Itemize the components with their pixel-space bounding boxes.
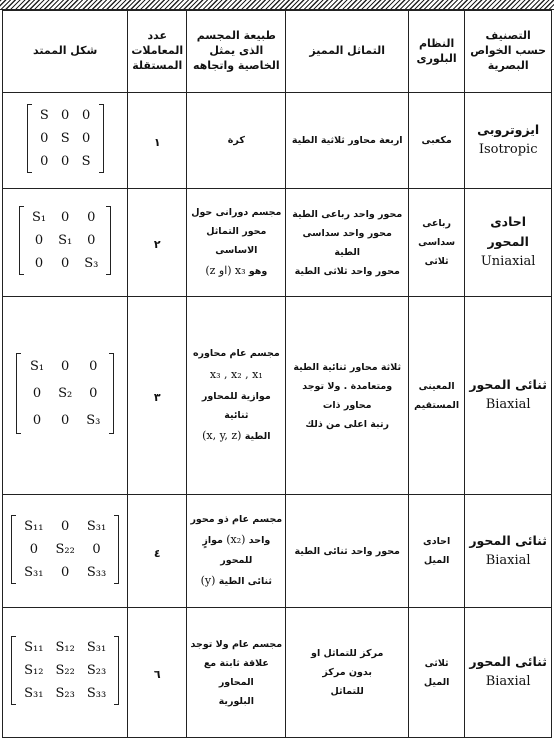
symmetry-cell: [286, 189, 408, 297]
symmetry-text: محور واحد سداسى الطية: [302, 227, 392, 258]
body-text-part: ثنائى الطية: [218, 576, 272, 587]
header-tensor-form: شكل الممتد: [3, 11, 128, 93]
matrix-entry: 0: [81, 108, 91, 123]
matrix-entry: 0: [61, 108, 70, 123]
matrix-entry: S₃₃: [86, 686, 107, 701]
symmetry-text: بدون مركز: [322, 667, 372, 678]
body-text: موازية للمحاور ثنائية: [201, 390, 271, 421]
class-arabic: ايزوتروبى: [477, 122, 540, 138]
class-english: Uniaxial: [480, 254, 536, 270]
system-text: المعينى: [418, 380, 455, 392]
matrix-entry: 0: [29, 541, 38, 557]
matrix-entry: 0: [87, 233, 96, 248]
header-body-nature: طبيعة المجسم الذى يمثل الخاصية واتجاهه: [187, 11, 286, 93]
matrix-entry: S₁₁: [24, 518, 44, 534]
matrix-entry: 0: [81, 131, 91, 146]
body-math: (y): [200, 574, 216, 587]
matrix-entry: S₃: [84, 256, 99, 271]
table-row: [3, 297, 552, 495]
body-text-part: وهو: [248, 266, 268, 277]
body-text: محور التماثل الاساسى: [206, 226, 267, 256]
system-text: الميل: [423, 555, 450, 566]
body-text-part: الطية: [244, 430, 271, 442]
symmetry-cell: [286, 297, 408, 495]
symmetry-text: محور واحد ثلاثى الطية: [294, 265, 400, 277]
matrix-entry: S₃₁: [86, 640, 107, 655]
class-cell: [465, 189, 552, 297]
system-text: الميل: [423, 676, 450, 688]
table-row: [3, 608, 552, 738]
body-text: مجسم عام ولا توجد: [190, 638, 283, 650]
class-arabic: ثنائى المحور: [469, 532, 547, 548]
matrix-cell: [3, 297, 128, 495]
symmetry-text: ومتعامدة . ولا توجد محاور ذات: [302, 380, 393, 411]
body-text: [190, 570, 282, 592]
matrix-entry: S₁₁: [24, 640, 44, 655]
body-text-part: واحد: [248, 535, 271, 546]
symmetry-text: رتبة اعلى من ذلك: [305, 418, 389, 430]
body-text: علاقة ثابتة مع المحاور: [203, 657, 269, 688]
body-text: البلورية: [218, 695, 254, 707]
body-cell: [187, 93, 286, 189]
matrix-entry: S₂₂: [55, 663, 75, 678]
system-text: ثلاثى: [424, 256, 449, 267]
matrix-entry: S₃₃: [86, 564, 107, 580]
body-text: [190, 529, 282, 570]
system-cell: [408, 297, 464, 495]
matrix-entry: S₃₁: [24, 564, 44, 580]
class-english: Biaxial: [485, 674, 531, 690]
system-cell: [408, 495, 464, 608]
tensor-matrix: [11, 636, 119, 705]
count-cell: [128, 608, 187, 738]
count-cell: [128, 297, 187, 495]
top-hatch-border: [0, 0, 554, 10]
body-cell: [187, 297, 286, 495]
symmetry-text: ثلاثة محاور ثنائية الطية: [293, 361, 402, 373]
body-math: x₃ , x₂ , x₁: [209, 368, 263, 382]
matrix-cell: [3, 608, 128, 738]
body-math: (x₂): [226, 533, 246, 546]
symmetry-cell: [286, 93, 408, 189]
symmetry-text: للتماثل: [330, 686, 364, 697]
tensor-matrix: [19, 206, 111, 275]
matrix-entry: 0: [61, 518, 70, 534]
table-row: [3, 93, 552, 189]
matrix-cell: [3, 495, 128, 608]
class-arabic: احادى المحور: [487, 214, 529, 250]
matrix-entry: 0: [87, 210, 96, 225]
header-symmetry: التماثل المميز: [286, 11, 408, 93]
class-cell: [465, 495, 552, 608]
header-num-coefficients: عدد المعاملات المستقلة: [128, 11, 187, 93]
system-text: المستقيم: [414, 399, 460, 411]
body-text: مجسم عام محاوره: [192, 348, 280, 360]
coefficient-count: ٢: [153, 238, 161, 251]
symmetry-cell: [286, 608, 408, 738]
matrix-entry: S₃: [86, 413, 101, 428]
system-text: مكعبى: [421, 135, 452, 146]
body-text: مجسم دورانى حول: [191, 207, 282, 218]
symmetry-text: اربعة محاور ثلاثية الطية: [291, 135, 403, 146]
count-cell: [128, 93, 187, 189]
matrix-entry: S₃₁: [86, 518, 107, 534]
system-text: سداسى: [418, 237, 456, 248]
count-cell: [128, 495, 187, 608]
tensor-matrix: [27, 104, 104, 173]
body-math: x₃: [234, 264, 246, 277]
class-cell: [465, 93, 552, 189]
body-text: كرة: [227, 135, 245, 146]
system-cell: [408, 189, 464, 297]
header-classification: التصنيف حسب الخواص البصرية: [465, 11, 552, 93]
body-text-part: موازٍ للمحور: [202, 535, 253, 566]
matrix-entry: 0: [32, 413, 42, 428]
matrix-entry: 0: [89, 359, 98, 374]
symmetry-text: محور واحد ثنائى الطية: [294, 545, 400, 557]
table-row: [3, 495, 552, 608]
symmetry-text: مركز للتماثل او: [311, 648, 384, 659]
system-cell: [408, 93, 464, 189]
matrix-entry: 0: [89, 386, 98, 401]
matrix-entry: S₁: [29, 359, 45, 374]
system-text: رباعى: [422, 218, 451, 229]
body-math: (z او): [205, 264, 232, 277]
matrix-entry: 0: [34, 256, 44, 271]
matrix-entry: S: [39, 108, 49, 123]
system-text: ثلاثى: [424, 657, 449, 669]
matrix-entry: 0: [61, 413, 70, 428]
body-cell: [187, 608, 286, 738]
table-row: [3, 189, 552, 297]
matrix-entry: S₁₂: [24, 663, 44, 678]
body-text: [190, 425, 282, 447]
class-arabic: ثنائى المحور: [469, 377, 547, 393]
matrix-entry: S: [81, 154, 91, 169]
coefficient-count: ٦: [153, 668, 161, 681]
optical-classification-table: [2, 10, 552, 738]
matrix-entry: S₂₂: [55, 541, 75, 557]
tensor-matrix: [11, 515, 119, 584]
system-cell: [408, 608, 464, 738]
matrix-entry: S₁: [58, 233, 73, 248]
matrix-entry: S₂₃: [55, 686, 75, 701]
matrix-entry: 0: [61, 210, 70, 225]
class-cell: [465, 297, 552, 495]
body-math: (x, y, z): [202, 428, 242, 442]
class-cell: [465, 608, 552, 738]
matrix-entry: 0: [61, 256, 70, 271]
matrix-entry: 0: [61, 564, 70, 580]
matrix-cell: [3, 93, 128, 189]
matrix-entry: 0: [61, 154, 70, 169]
count-cell: [128, 189, 187, 297]
body-text: [190, 260, 282, 282]
header-crystal-system: النظام البلورى: [408, 11, 464, 93]
tensor-matrix: [16, 353, 114, 434]
matrix-entry: S: [60, 131, 70, 146]
matrix-entry: S₃₁: [24, 686, 44, 701]
body-text: مجسم عام ذو محور: [190, 514, 283, 525]
symmetry-text: محور واحد رباعى الطية: [292, 208, 403, 220]
system-text: احادى: [422, 536, 451, 547]
coefficient-count: ١: [153, 136, 161, 149]
class-arabic: ثنائى المحور: [469, 654, 547, 670]
matrix-entry: 0: [40, 131, 49, 146]
matrix-cell: [3, 189, 128, 297]
matrix-entry: S₁₂: [55, 640, 75, 655]
matrix-entry: S₂₃: [86, 663, 107, 678]
class-english: Isotropic: [478, 142, 538, 158]
matrix-entry: S₁: [31, 210, 47, 225]
matrix-entry: 0: [61, 359, 70, 374]
matrix-entry: 0: [34, 233, 44, 248]
matrix-entry: 0: [32, 386, 42, 401]
body-cell: [187, 495, 286, 608]
matrix-entry: 0: [92, 541, 101, 557]
coefficient-count: ٣: [153, 391, 161, 404]
header-row: [3, 11, 552, 93]
symmetry-cell: [286, 495, 408, 608]
body-cell: [187, 189, 286, 297]
class-english: Biaxial: [485, 397, 531, 413]
matrix-entry: 0: [40, 154, 49, 169]
class-english: Biaxial: [485, 552, 531, 568]
matrix-entry: S₂: [58, 386, 73, 401]
coefficient-count: ٤: [153, 546, 161, 560]
